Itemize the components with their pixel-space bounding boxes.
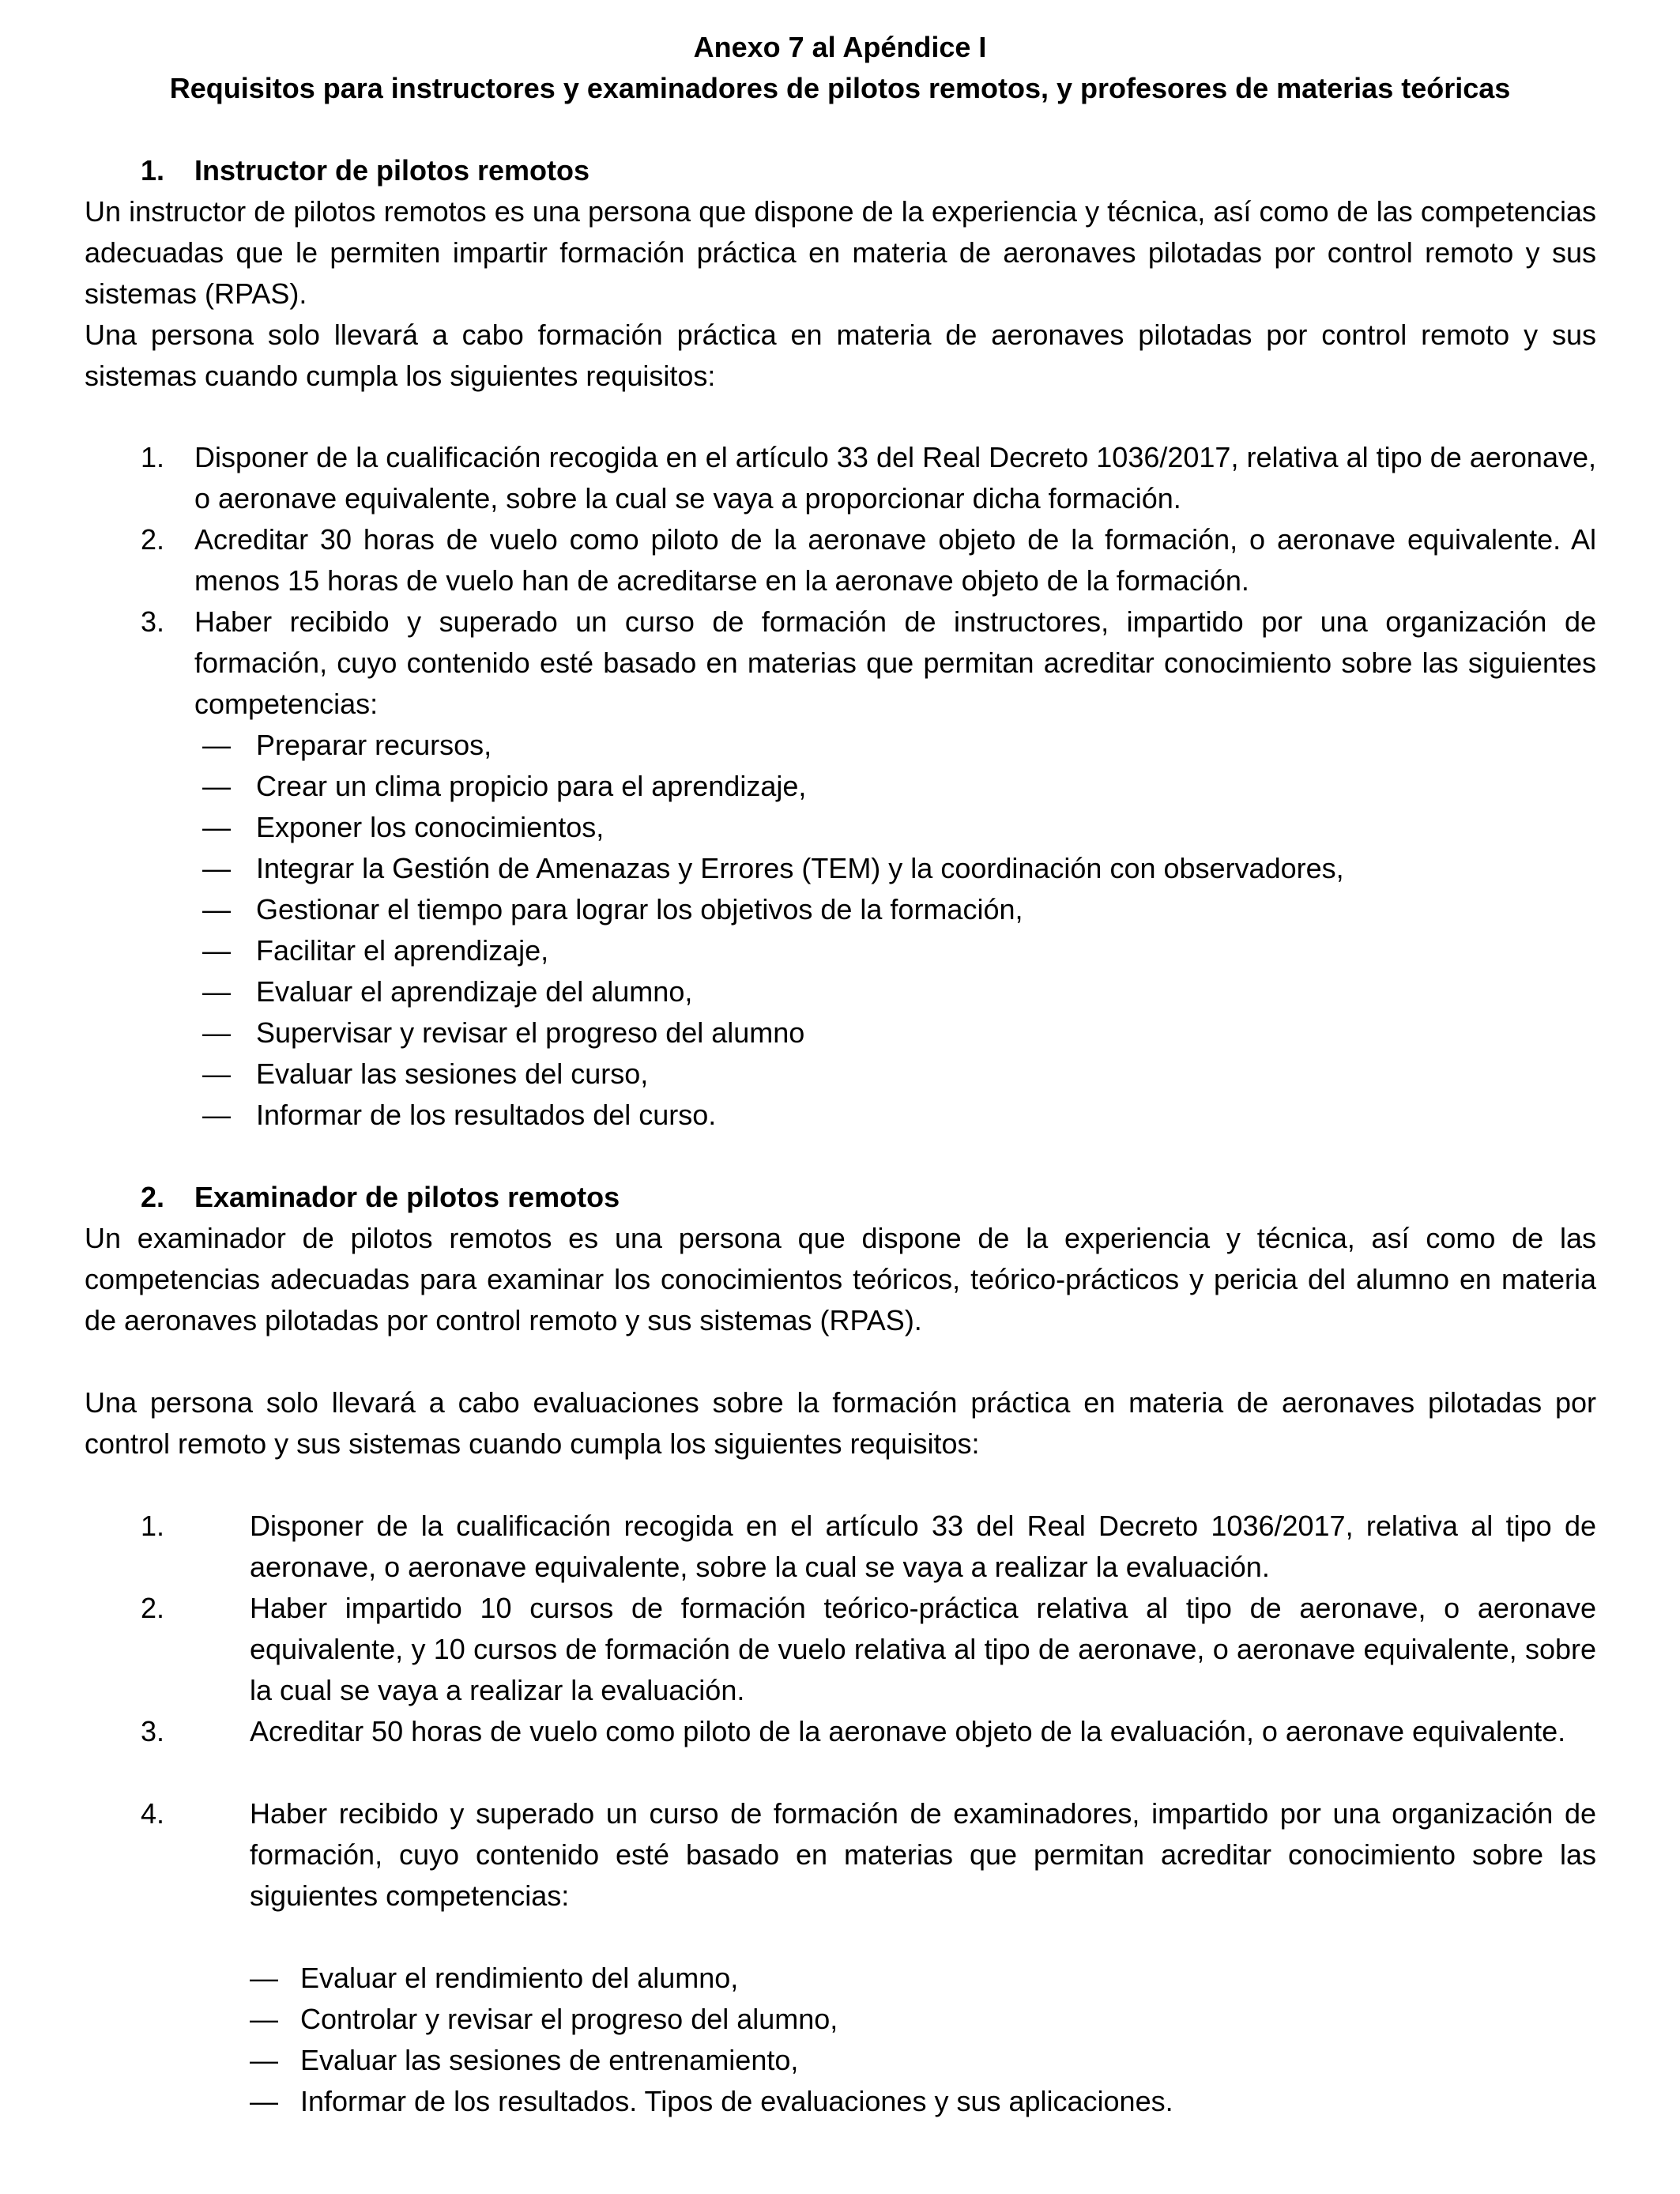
requirement-number: 2.: [141, 523, 165, 556]
dash-bullet: —: [202, 770, 231, 802]
section-1-title: Instructor de pilotos remotos: [194, 154, 590, 187]
requirement-number: 1.: [141, 1510, 165, 1542]
section-2-title: Examinador de pilotos remotos: [194, 1181, 620, 1213]
competency-text: Evaluar las sesiones del curso,: [256, 1057, 649, 1090]
competency-text: Evaluar el rendimiento del alumno,: [300, 1962, 739, 1994]
requirement-text: Disponer de la cualificación recogida en el artículo 33 del Real Decreto 1036/2017, relativa al tipo de aeronave, o aeronave equivalente, sobre la cual se vaya a realizar la evaluación.: [250, 1510, 1596, 1583]
requirement-number: 2.: [141, 1592, 165, 1624]
competency-text: Evaluar las sesiones de entrenamiento,: [300, 2044, 799, 2076]
competency-text: Facilitar el aprendizaje,: [256, 934, 549, 967]
dash-bullet: —: [202, 1057, 231, 1090]
competency-text: Evaluar el aprendizaje del alumno,: [256, 975, 693, 1008]
requirement-text: Acreditar 30 horas de vuelo como piloto de la aeronave objeto de la formación, o aeronave equivalente. Al menos 15 horas de vuelo han de acreditarse en la aeronave objeto de la formación.: [194, 523, 1596, 597]
dash-bullet: —: [202, 1099, 231, 1131]
requirement-text: Acreditar 50 horas de vuelo como piloto de la aeronave objeto de la evaluación, o aeronave equivalente.: [250, 1715, 1566, 1747]
requirement-number: 3.: [141, 1715, 165, 1747]
section-2-paragraph-2: Una persona solo llevará a cabo evaluaciones sobre la formación práctica en materia de aeronaves pilotadas por control remoto y sus sistemas cuando cumpla los siguientes requisitos:: [85, 1386, 1596, 1460]
section-2-number: 2.: [141, 1181, 165, 1213]
competency-text: Preparar recursos,: [256, 729, 492, 761]
dash-bullet: —: [202, 852, 231, 884]
section-1-paragraph-2: Una persona solo llevará a cabo formación práctica en materia de aeronaves pilotadas por control remoto y sus sistemas cuando cumpla los siguientes requisitos:: [85, 319, 1596, 392]
requirement-text: Haber recibido y superado un curso de formación de examinadores, impartido por una organización de formación, cuyo contenido esté basado en materias que permitan acreditar conocimiento sobre las siguientes competencias:: [250, 1797, 1596, 1912]
section-2-paragraph-1: Un examinador de pilotos remotos es una persona que dispone de la experiencia y técnica, así como de las competencias adecuadas para examinar los conocimientos teóricos, teórico-prácticos y pericia del alumno en materia de aeronaves pilotadas por control remoto y sus sistemas (RPAS).: [85, 1222, 1596, 1336]
dash-bullet: —: [202, 811, 231, 843]
requirement-text: Haber recibido y superado un curso de formación de instructores, impartido por una organización de formación, cuyo contenido esté basado en materias que permitan acreditar conocimiento sobre las siguientes competencias:: [194, 605, 1596, 720]
competency-text: Informar de los resultados. Tipos de evaluaciones y sus aplicaciones.: [300, 2085, 1173, 2117]
competency-text: Integrar la Gestión de Amenazas y Errores (TEM) y la coordinación con observadores,: [256, 852, 1344, 884]
dash-bullet: —: [202, 729, 231, 761]
dash-bullet: —: [250, 1962, 278, 1994]
competency-text: Crear un clima propicio para el aprendizaje,: [256, 770, 807, 802]
dash-bullet: —: [250, 2003, 278, 2035]
dash-bullet: —: [250, 2044, 278, 2076]
dash-bullet: —: [202, 893, 231, 925]
competency-text: Exponer los conocimientos,: [256, 811, 605, 843]
requirement-number: 1.: [141, 441, 165, 473]
dash-bullet: —: [250, 2085, 278, 2117]
dash-bullet: —: [202, 975, 231, 1008]
annex-subtitle: Requisitos para instructores y examinadores de pilotos remotos, y profesores de materias teóricas: [169, 72, 1511, 104]
dash-bullet: —: [202, 1016, 231, 1049]
section-1-number: 1.: [141, 154, 165, 187]
competency-text: Gestionar el tiempo para lograr los objetivos de la formación,: [256, 893, 1023, 925]
competency-text: Informar de los resultados del curso.: [256, 1099, 717, 1131]
requirement-number: 4.: [141, 1797, 165, 1830]
requirement-text: Disponer de la cualificación recogida en el artículo 33 del Real Decreto 1036/2017, relativa al tipo de aeronave, o aeronave equivalente, sobre la cual se vaya a proporcionar dicha formación.: [194, 441, 1596, 515]
section-1-paragraph-1: Un instructor de pilotos remotos es una persona que dispone de la experiencia y técnica, así como de las competencias adecuadas que le permiten impartir formación práctica en materia de aeronaves pilotadas por control remoto y sus sistemas (RPAS).: [85, 195, 1596, 310]
requirement-text: Haber impartido 10 cursos de formación teórico-práctica relativa al tipo de aeronave, o aeronave equivalente, y 10 cursos de formación de vuelo relativa al tipo de aeronave, o aeronave equivalente, sobre la cual se vaya a realizar la evaluación.: [250, 1592, 1596, 1706]
requirement-number: 3.: [141, 605, 165, 638]
annex-title: Anexo 7 al Apéndice I: [693, 31, 987, 63]
competency-text: Controlar y revisar el progreso del alumno,: [300, 2003, 838, 2035]
dash-bullet: —: [202, 934, 231, 967]
competency-text: Supervisar y revisar el progreso del alumno: [256, 1016, 805, 1049]
